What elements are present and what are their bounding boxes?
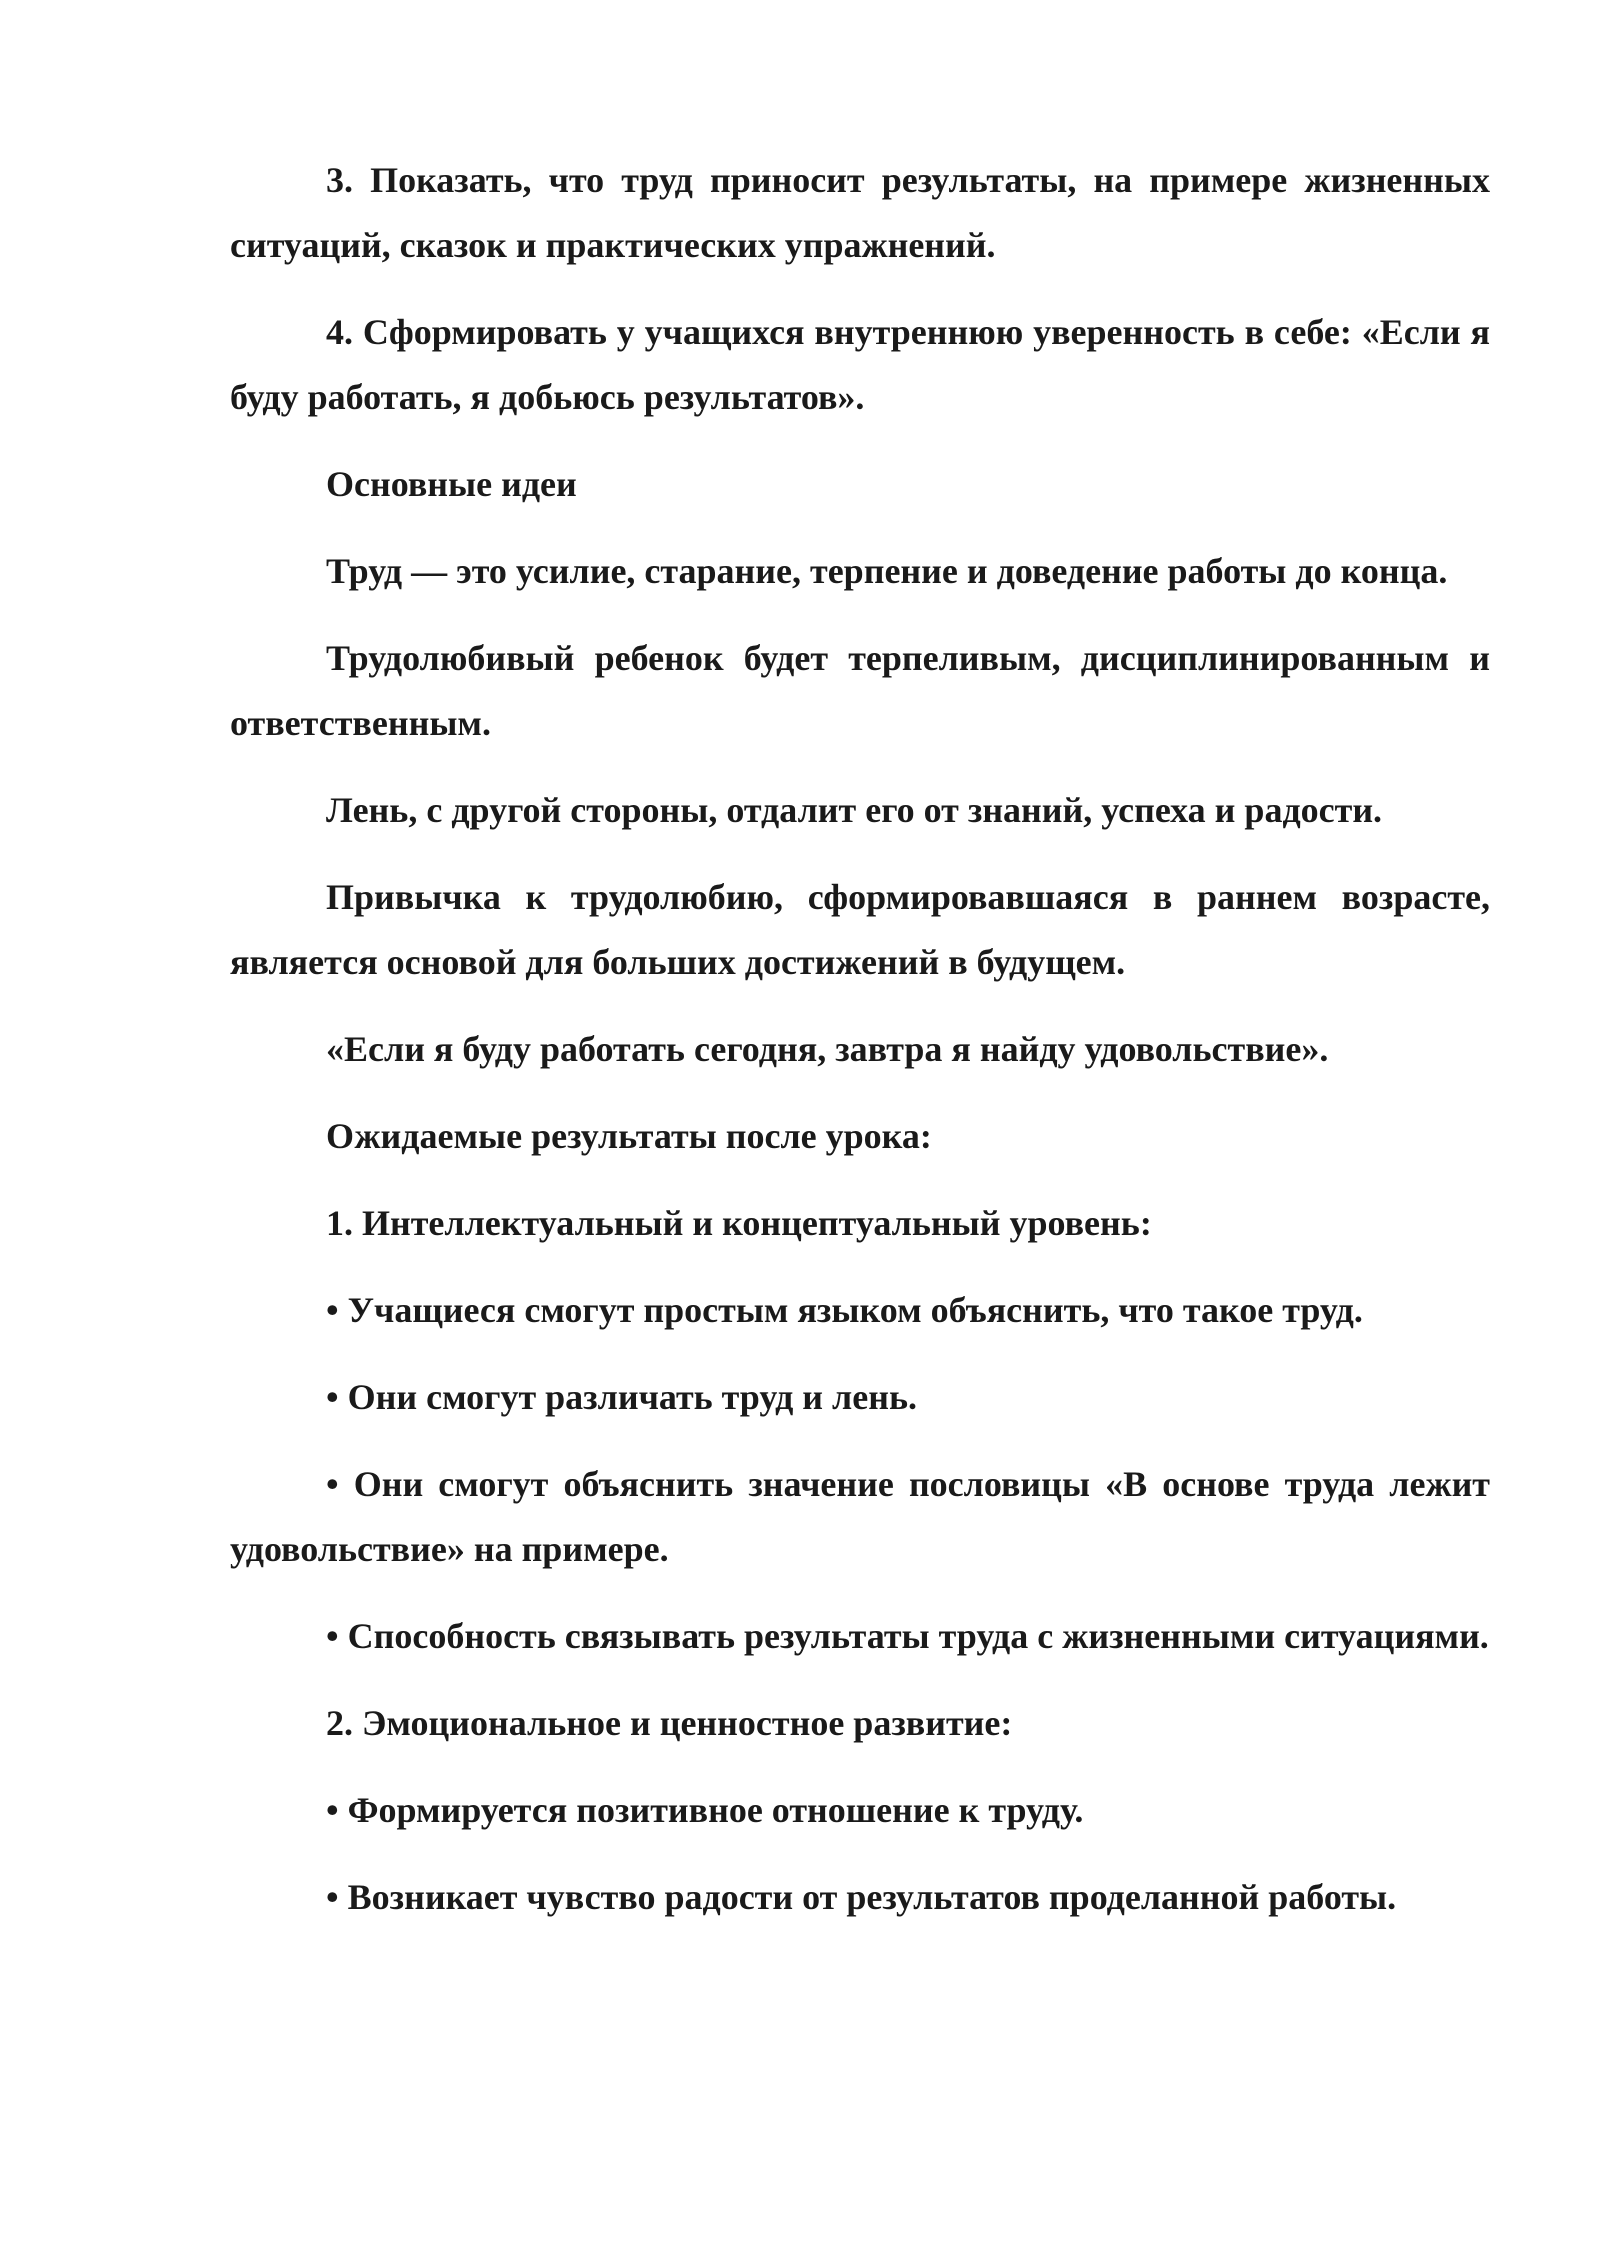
paragraph-goal-4: 4. Сформировать у учащихся внутреннюю уверенность в себе: «Если я буду работать, я добьюсь результатов». [230, 312, 1490, 417]
paragraph-goal-3: 3. Показать, что труд приносит результаты, на примере жизненных ситуаций, сказок и практических упражнений. [230, 160, 1490, 265]
bullet-positive-attitude: • Формируется позитивное отношение к труду. [326, 1790, 1084, 1830]
heading-intellectual-level: 1. Интеллектуальный и концептуальный уровень: [326, 1203, 1152, 1243]
bullet-distinguish: • Они смогут различать труд и лень. [326, 1377, 917, 1417]
paragraph-hardworking-child: Трудолюбивый ребенок будет терпеливым, дисциплинированным и ответственным. [230, 638, 1490, 743]
document-body [230, 148, 1490, 1952]
bullet-explain-labor: • Учащиеся смогут простым языком объяснить, что такое труд. [326, 1290, 1363, 1330]
paragraph-quote: «Если я буду работать сегодня, завтра я найду удовольствие». [326, 1029, 1329, 1069]
bullet-joy-of-results: • Возникает чувство радости от результатов проделанной работы. [326, 1877, 1397, 1917]
paragraph-habit: Привычка к трудолюбию, сформировавшаяся в раннем возрасте, является основой для больших достижений в будущем. [230, 877, 1490, 982]
bullet-connect-results: • Способность связывать результаты труда с жизненными ситуациями. [326, 1616, 1489, 1656]
heading-emotional-development: 2. Эмоциональное и ценностное развитие: [326, 1703, 1013, 1743]
heading-main-ideas: Основные идеи [326, 464, 577, 504]
paragraph-labor-definition: Труд — это усилие, старание, терпение и доведение работы до конца. [326, 551, 1448, 591]
paragraph-laziness: Лень, с другой стороны, отдалит его от знаний, успеха и радости. [326, 790, 1383, 830]
bullet-proverb: • Они смогут объяснить значение пословицы «В основе труда лежит удовольствие» на примере. [230, 1464, 1490, 1569]
heading-expected-results: Ожидаемые результаты после урока: [326, 1116, 932, 1156]
